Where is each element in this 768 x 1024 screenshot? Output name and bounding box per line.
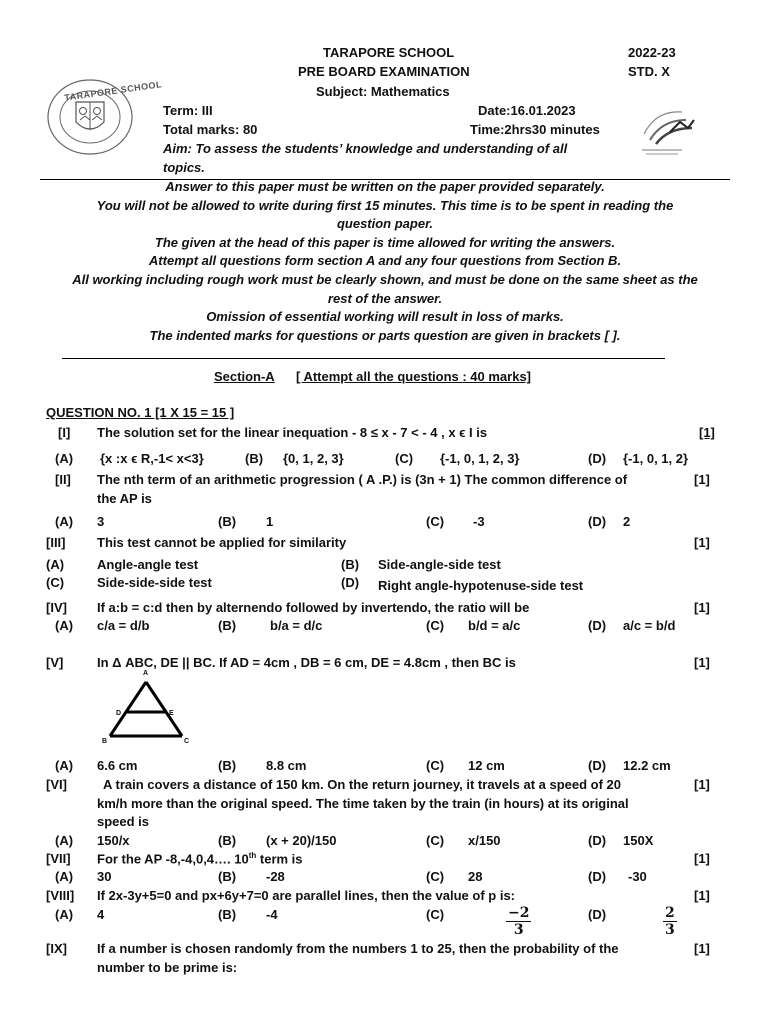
option-label: (A)	[55, 758, 74, 773]
question-marks: [1]	[694, 851, 710, 866]
option-label: (D)	[341, 575, 360, 590]
question-text: This test cannot be applied for similarity	[97, 535, 347, 550]
excellence-logo	[636, 104, 706, 160]
option-d: a/c = b/d	[623, 618, 676, 633]
exam-name: PRE BOARD EXAMINATION	[298, 64, 470, 79]
option-label: (B)	[245, 451, 264, 466]
question-marks: [1]	[694, 600, 710, 615]
option-a: c/a = d/b	[97, 618, 150, 633]
question-number: [I]	[58, 425, 71, 440]
question-text	[97, 851, 303, 866]
option-a: 4	[97, 907, 105, 922]
option-d: 2	[623, 514, 631, 529]
standard: STD. X	[628, 64, 670, 79]
triangle-figure	[98, 670, 194, 750]
instruction-line: The given at the head of this paper is time allowed for writing the answers.	[154, 234, 616, 250]
question-text: If 2x-3y+5=0 and px+6y+7=0 are parallel lines, then the value of p is:	[97, 888, 515, 903]
option-c: Side-side-side test	[97, 575, 212, 590]
fraction-numerator: −2	[508, 905, 530, 921]
option-label: (B)	[218, 907, 237, 922]
option-c: {-1, 0, 1, 2, 3}	[440, 451, 520, 466]
option-label: (C)	[426, 869, 445, 884]
question-text-line2: km/h more than the original speed. The time taken by the train (in hours) at its original	[97, 796, 629, 811]
option-label: (C)	[426, 833, 445, 848]
question-number: [VI]	[46, 777, 67, 792]
question-number: [III]	[46, 535, 66, 550]
instruction-line: The indented marks for questions or parts question are given in brackets [ ].	[149, 327, 621, 343]
option-d: 150X	[623, 833, 654, 848]
instruction-line: Omission of essential working will result in loss of marks.	[206, 309, 564, 325]
logo-text: TARAPORE SCHOOL	[63, 79, 163, 103]
question-number: [II]	[55, 472, 71, 487]
option-c: 12 cm	[468, 758, 505, 773]
option-label: (D)	[588, 833, 607, 848]
instruction-line: rest of the answer.	[327, 290, 443, 306]
option-a: 6.6 cm	[97, 758, 138, 773]
question-text-line2: the AP is	[97, 491, 152, 506]
option-a: 150/x	[97, 833, 130, 848]
option-label: (A)	[55, 451, 74, 466]
option-a: Angle-angle test	[97, 557, 199, 572]
question-marks: [1]	[694, 941, 710, 956]
option-label: (D)	[588, 514, 607, 529]
vertex-e-label: E	[169, 710, 174, 717]
vertex-c-label: C	[184, 738, 190, 745]
option-label: (C)	[426, 514, 445, 529]
vertex-a-label: A	[143, 670, 149, 677]
option-d: 12.2 cm	[623, 758, 671, 773]
option-c: x/150	[468, 833, 501, 848]
question-text: A train covers a distance of 150 km. On the return journey, it travels at a speed of 20	[103, 777, 622, 792]
option-label: (A)	[55, 833, 74, 848]
question-text-line2: number to be prime is:	[97, 960, 238, 975]
option-label: (C)	[46, 575, 65, 590]
fraction-denominator: 3	[513, 922, 524, 938]
option-label: (D)	[588, 907, 607, 922]
question-number: [IV]	[46, 600, 67, 615]
instruction-line: You will not be allowed to write during first 15 minutes. This time is to be spent in reading the	[96, 197, 674, 213]
question-number: [VII]	[46, 851, 71, 866]
aim: Aim: To assess the students’ knowledge and understanding of all	[163, 141, 568, 156]
question-text: The solution set for the linear inequation - 8 ≤ x - 7 < - 4 , x ϵ I is	[97, 425, 488, 440]
instructions-divider	[62, 358, 665, 359]
option-label: (A)	[55, 618, 74, 633]
option-b: {0, 1, 2, 3}	[283, 451, 344, 466]
section-note: [ Attempt all the questions : 40 marks]	[296, 369, 532, 384]
question-number: [IX]	[46, 941, 67, 956]
question-number: [V]	[46, 655, 64, 670]
section-title: Section-A	[214, 369, 275, 384]
question-marks: [1]	[694, 472, 710, 487]
option-label: (B)	[218, 869, 237, 884]
option-label: (B)	[218, 833, 237, 848]
option-c: 28	[468, 869, 483, 884]
option-d: {-1, 0, 1, 2}	[623, 451, 689, 466]
option-label: (A)	[55, 907, 74, 922]
option-c-fraction	[506, 905, 531, 938]
academic-year: 2022-23	[628, 45, 676, 60]
option-d-fraction	[663, 905, 677, 938]
option-label: (A)	[55, 869, 74, 884]
school-logo	[46, 78, 163, 156]
option-label: (D)	[588, 758, 607, 773]
option-label: (C)	[395, 451, 414, 466]
fraction-denominator: 3	[665, 922, 675, 938]
instruction-line: All working including rough work must be clearly shown, and must be done on the same sheet as the	[72, 271, 698, 287]
option-label: (B)	[218, 758, 237, 773]
vertex-d-label: D	[116, 710, 122, 717]
option-label: (B)	[218, 514, 237, 529]
option-d: Right angle-hypotenuse-side test	[378, 578, 584, 593]
option-label: (C)	[426, 618, 445, 633]
question-marks: [1]	[699, 425, 715, 440]
instruction-line: Answer to this paper must be written on the paper provided separately.	[165, 179, 605, 194]
option-label: (B)	[218, 618, 237, 633]
question-text: If a number is chosen randomly from the numbers 1 to 25, then the probability of the	[97, 941, 619, 956]
vertex-b-label: B	[102, 738, 108, 745]
question-text: The nth term of an arithmetic progression ( A .P.) is (3n + 1) The common difference of	[97, 472, 628, 487]
option-b: (x + 20)/150	[266, 833, 337, 848]
option-label: (B)	[341, 557, 360, 572]
question-text: If a:b = c:d then by alternendo followed by invertendo, the ratio will be	[97, 600, 530, 615]
instruction-line: question paper.	[336, 216, 434, 232]
option-label: (C)	[426, 758, 445, 773]
fraction-numerator: 2	[665, 905, 675, 921]
superscript: th	[248, 851, 257, 860]
question-marks: [1]	[694, 777, 710, 792]
option-b: 8.8 cm	[266, 758, 307, 773]
aim-continued: topics.	[163, 160, 205, 175]
question-text-end: term is	[256, 851, 303, 867]
question-heading: QUESTION NO. 1 [1 X 15 = 15 ]	[46, 405, 235, 420]
question-text-main: For the AP -8,-4,0,4…. 10	[97, 851, 249, 867]
option-label: (A)	[46, 557, 65, 572]
instructions	[40, 178, 730, 345]
option-label: (D)	[588, 869, 607, 884]
option-b: -28	[266, 869, 285, 884]
option-a: 3	[97, 514, 105, 529]
term: Term: III	[163, 103, 213, 118]
exam-date: Date:16.01.2023	[478, 103, 576, 118]
option-b: 1	[266, 514, 274, 529]
instruction-line: Attempt all questions form section A and any four questions from Section B.	[148, 253, 622, 269]
option-b: Side-angle-side test	[378, 557, 501, 572]
question-text-line3: speed is	[97, 814, 150, 829]
question-marks: [1]	[694, 655, 710, 670]
exam-time: Time:2hrs30 minutes	[470, 122, 600, 137]
school-name: TARAPORE SCHOOL	[323, 45, 455, 60]
question-marks: [1]	[694, 888, 710, 903]
option-b: b/a = d/c	[270, 618, 323, 633]
option-c: b/d = a/c	[468, 618, 521, 633]
question-number: [VIII]	[46, 888, 75, 903]
total-marks: Total marks: 80	[163, 122, 258, 137]
option-label: (C)	[426, 907, 445, 922]
option-label: (D)	[588, 618, 607, 633]
option-b: -4	[266, 907, 278, 922]
option-c: -3	[473, 514, 485, 529]
question-marks: [1]	[694, 535, 710, 550]
question-text: In Δ ABC, DE || BC. If AD = 4cm , DB = 6 cm, DE = 4.8cm , then BC is	[97, 655, 516, 670]
option-a: {x :x ϵ R,-1< x<3}	[100, 451, 204, 466]
option-d: -30	[628, 869, 647, 884]
option-label: (D)	[588, 451, 607, 466]
option-a: 30	[97, 869, 112, 884]
subject: Subject: Mathematics	[316, 84, 450, 99]
option-label: (A)	[55, 514, 74, 529]
